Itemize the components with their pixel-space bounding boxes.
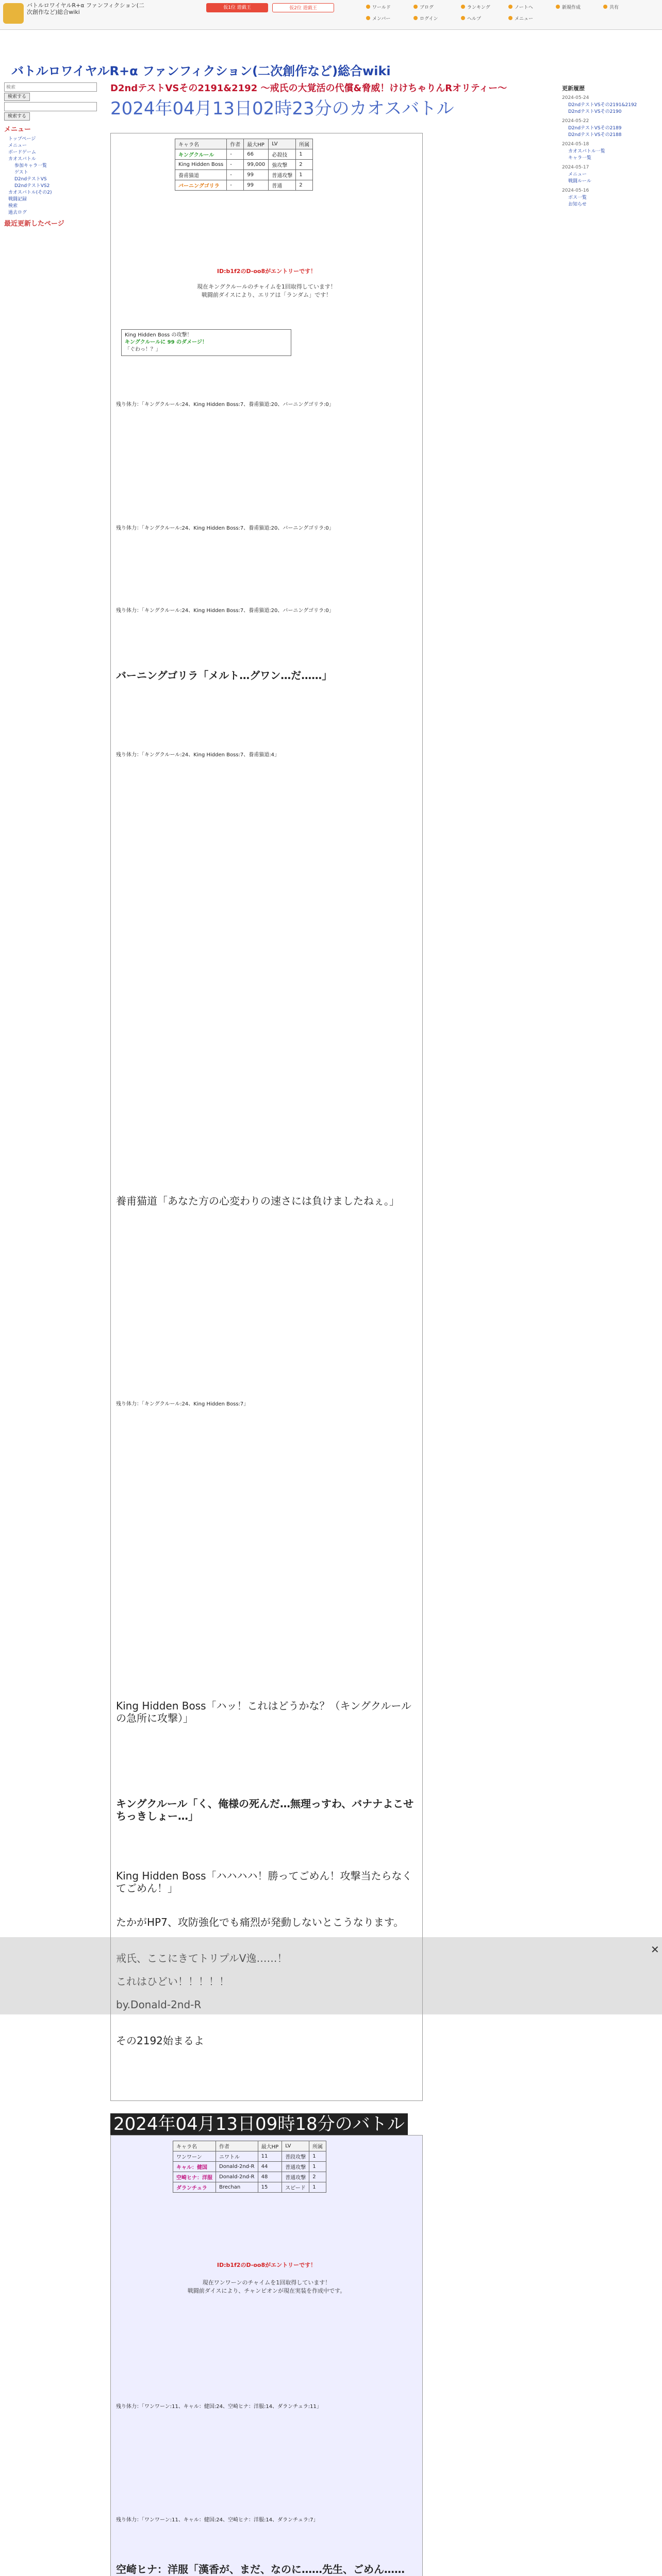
cell: 99: [244, 170, 269, 180]
hp-line: 残り体力：「キングクルール:24、King Hidden Boss:7」: [116, 1401, 249, 1407]
hp-line: 残り体力：「ワンワーン:11、キャル：健国:24、空崎ヒナ：洋服:14、ダランチュラ:7」: [116, 2517, 319, 2523]
cell: 1: [296, 170, 313, 180]
header-cell: 所属: [309, 2141, 326, 2151]
update-item[interactable]: 戦闘ルール: [568, 179, 591, 184]
cell: 11: [258, 2151, 282, 2162]
ranking-icon: [461, 5, 465, 9]
quote-king-k-rool: キングクルール「く、俺様の死んだ…無理っすわ、バナナよこせちっきしょー…」: [116, 1798, 414, 1822]
note-icon: [508, 5, 512, 9]
cell: 普通攻撃: [282, 2162, 309, 2172]
update-item[interactable]: カオスバトル一覧: [568, 149, 605, 154]
member-icon: [366, 16, 370, 20]
cell: キャル：健国: [173, 2162, 216, 2172]
table-row: [175, 149, 313, 160]
menu-item[interactable]: D2ndテストVS: [14, 177, 47, 182]
cell: 必殺技: [269, 149, 296, 160]
left-sidebar: [4, 82, 103, 230]
summary-line: これはひどい！！！！！: [116, 1975, 229, 1988]
table-row: [173, 2182, 326, 2193]
update-item[interactable]: D2ndテストVSその2191&2192: [568, 103, 637, 108]
ad-1[interactable]: 仮1位 遊戯王: [206, 3, 268, 12]
cell: 1: [309, 2182, 326, 2193]
blog-icon: [413, 5, 418, 9]
hp-line: 残り体力：「キングクルール:24、King Hidden Boss:7、養甫猫道:20、バーニングゴリラ:0」: [116, 526, 334, 531]
attack-line: キングクルールに 99 のダメージ！: [125, 340, 207, 345]
quote-khb-2: King Hidden Boss「ハハハハ！勝ってごめん！攻撃当たらなくてごめん！」: [116, 1870, 412, 1894]
menu-item[interactable]: カオスバトル(その2): [8, 190, 52, 195]
cell: 1: [296, 149, 313, 160]
header-cell: 作者: [227, 139, 244, 149]
table-header-row: [175, 139, 313, 149]
attack-line: 「ぐわっ！？」: [125, 347, 161, 352]
update-item[interactable]: メニュー: [568, 172, 587, 177]
nav-help[interactable]: ヘルプ: [460, 14, 503, 24]
update-item[interactable]: キャラ一覧: [568, 156, 592, 161]
table-row: [175, 170, 313, 180]
recent-title: 最近更新したページ: [4, 220, 64, 228]
menu-icon: [508, 16, 512, 20]
table-row: [173, 2172, 326, 2182]
hp-line: 残り体力：「キングクルール:24、King Hidden Boss:7、養甫猫道:20、バーニングゴリラ:0」: [116, 402, 334, 408]
battle1-title: 2024年04月13日02時23分のカオスバトル: [110, 98, 454, 119]
table-header-row: [173, 2141, 326, 2151]
system-line: ID:b1f2のD-oo8がエントリーです！: [217, 268, 317, 275]
cell: -: [227, 149, 244, 160]
cell: ワンワーン: [173, 2151, 216, 2162]
cell: 15: [258, 2182, 282, 2193]
nav-new[interactable]: 新規作成: [555, 3, 598, 13]
quote-burning-gorilla: バーニングゴリラ「メルト…グワン…だ……」: [116, 669, 333, 682]
summary-line: たかがHP7、攻防強化でも痛烈が発動しないとこうなります。: [116, 1916, 404, 1928]
ad-2[interactable]: 仮2位 遊戯王: [272, 3, 334, 12]
cell: 普段攻撃: [282, 2151, 309, 2162]
header-cell: 最大HP: [244, 139, 269, 149]
search-input-2[interactable]: [4, 102, 97, 111]
system-line: 戦闘前ダイスにより、チャンピオンが現在実装を作成中です。: [187, 2287, 346, 2294]
nav-note[interactable]: ノートへ: [507, 3, 551, 13]
new-icon: [556, 5, 560, 9]
quote-yoho: 養甫猫道「あなた方の心変わりの速さには負けましたねぇ。」: [116, 1195, 400, 1207]
cell: -: [227, 180, 244, 191]
update-date: 2024-05-22: [562, 118, 589, 124]
header-cell: LV: [269, 139, 296, 149]
wiki-title[interactable]: バトルロワイヤルR+α ファンフィクション(二次創作など)総合wiki: [11, 64, 391, 78]
battle2-table: [173, 2141, 326, 2193]
share-icon: [603, 5, 607, 9]
update-date: 2024-05-16: [562, 188, 589, 193]
attack-line: King Hidden Boss の攻撃！: [125, 332, 192, 338]
nav-menu[interactable]: メニュー: [507, 14, 551, 24]
attack-box: [121, 329, 291, 356]
right-head: 更新履歴: [562, 85, 585, 92]
quote-hina: 空崎ヒナ：洋服「漢香が、まだ、なのに……先生、ごめん……: [116, 2563, 405, 2575]
cell: キングクルール: [175, 149, 227, 160]
cell: Donald-2nd-R: [216, 2172, 258, 2182]
system-line: ID:b1f2のD-oo8がエントリーです！: [217, 2262, 317, 2268]
menu-item[interactable]: ボードゲーム: [8, 150, 36, 155]
header-cell: 作者: [216, 2141, 258, 2151]
cell: 2: [296, 180, 313, 191]
top-nav: [363, 2, 662, 25]
next-line: その2192始まるよ: [116, 2035, 204, 2047]
cell: -: [227, 170, 244, 180]
cell: 99,000: [244, 160, 269, 170]
cell: 1: [309, 2162, 326, 2172]
scroll-overlay: [0, 1937, 662, 2014]
cell: 44: [258, 2162, 282, 2172]
menu-item[interactable]: 検索: [8, 204, 18, 209]
cell: スピード: [282, 2182, 309, 2193]
menu-title: メニュー: [4, 126, 31, 133]
header-cell: LV: [282, 2141, 309, 2151]
menu-item[interactable]: ゲスト: [14, 170, 28, 175]
menu-item[interactable]: 過去ログ: [8, 210, 27, 215]
cell: Donald-2nd-R: [216, 2162, 258, 2172]
battle1-panel: [110, 133, 423, 2101]
hp-line: 残り体力：「キングクルール:24、King Hidden Boss:7、養甫猫道:20、バーニングゴリラ:0」: [116, 608, 334, 614]
update-item[interactable]: ボス一覧: [568, 195, 587, 200]
menu-item[interactable]: トップページ: [8, 137, 36, 142]
battle2-title: 2024年04月13日09時18分のバトル: [110, 2113, 408, 2135]
quote-khb: King Hidden Boss「ハッ！これはどうかな？（キングクルールの急所に攻撃）」: [116, 1700, 411, 1724]
nav-share[interactable]: 共有: [602, 3, 646, 13]
top-ad: [204, 2, 338, 23]
site-logo[interactable]: [3, 3, 24, 24]
cell: 1: [309, 2151, 326, 2162]
cell: 普通攻撃: [269, 170, 296, 180]
page-heading: D2ndテストVSその2191&2192 〜戒氏の大覚活の代償&脅威！けけちゃりんRオリティー〜: [110, 83, 507, 94]
menu-item[interactable]: 参加キャラ一覧: [14, 163, 47, 168]
cell: ダランチュラ: [173, 2182, 216, 2193]
help-icon: [461, 16, 465, 20]
wiki-title-bar: [0, 30, 662, 78]
nav-blog[interactable]: ブログ: [412, 3, 456, 13]
cell: ニワトル: [216, 2151, 258, 2162]
table-row: [173, 2151, 326, 2162]
cell: -: [227, 160, 244, 170]
search-input[interactable]: [4, 82, 97, 92]
battle1-table: [175, 139, 313, 191]
update-item[interactable]: D2ndテストVSその2189: [568, 126, 622, 131]
topbar: [0, 0, 662, 30]
cell: 99: [244, 180, 269, 191]
header-cell: 所属: [296, 139, 313, 149]
hp-line: 残り体力：「キングクルール:24、King Hidden Boss:7、養甫猫道:4」: [116, 752, 280, 758]
hp-line: 残り体力：「ワンワーン:11、キャル：健国:24、空崎ヒナ：洋服:14、ダランチュラ:11」: [116, 2404, 322, 2410]
site-title[interactable]: バトルロワイヤルR+α ファンフィクション(二次創作など)総合wiki: [27, 2, 144, 15]
update-item[interactable]: D2ndテストVSその2188: [568, 132, 622, 138]
battle2-panel: [110, 2135, 423, 2576]
cell: 普通攻撃: [282, 2172, 309, 2182]
header-cell: 最大HP: [258, 2141, 282, 2151]
nav-member[interactable]: メンバー: [365, 14, 408, 24]
world-icon: [366, 5, 370, 9]
nav-ranking[interactable]: ランキング: [460, 3, 503, 13]
summary-line: 戒氏、ここにきてトリプルV逸……！: [116, 1952, 288, 1964]
close-icon[interactable]: ✕: [651, 1943, 659, 1956]
menu-item[interactable]: 戦闘記録: [8, 197, 27, 202]
cell: 66: [244, 149, 269, 160]
table-row: [173, 2162, 326, 2172]
author-line: by.Donald-2nd-R: [116, 1998, 202, 2011]
cell: 空崎ヒナ：洋服: [173, 2172, 216, 2182]
cell: 2: [309, 2172, 326, 2182]
table-row: [175, 180, 313, 191]
cell: 養甫猫道: [175, 170, 227, 180]
cell: 強攻撃: [269, 160, 296, 170]
cell: King Hidden Boss: [175, 160, 227, 170]
main-content: [110, 82, 552, 2575]
right-sidebar: [562, 82, 659, 208]
system-line: 現在ワンワーンのチャイムを1回取得しています！: [202, 2279, 331, 2286]
header-cell: キャラ名: [175, 139, 227, 149]
update-date: 2024-05-18: [562, 142, 589, 147]
update-date: 2024-05-17: [562, 165, 589, 170]
cell: バーニングゴリラ: [175, 180, 227, 191]
cell: Brechan: [216, 2182, 258, 2193]
cell: 普通: [269, 180, 296, 191]
table-row: [175, 160, 313, 170]
search-button[interactable]: 検索する: [4, 93, 30, 101]
header-cell: キャラ名: [173, 2141, 216, 2151]
nav-world[interactable]: ワールド: [365, 3, 408, 13]
login-icon: [413, 16, 418, 20]
cell: 48: [258, 2172, 282, 2182]
nav-login[interactable]: ログイン: [412, 14, 456, 24]
menu-item[interactable]: D2ndテストVS2: [14, 183, 50, 189]
menu-item[interactable]: カオスバトル: [8, 157, 36, 162]
system-line: 戦闘前ダイスにより、エリアは「ランダム」です！: [201, 292, 332, 298]
update-item[interactable]: お知らせ: [568, 202, 587, 207]
cell: 2: [296, 160, 313, 170]
system-line: 現在キングクルールのチャイムを1回取得しています！: [197, 283, 336, 290]
search-button-2[interactable]: 検索する: [4, 112, 30, 121]
update-date: 2024-05-24: [562, 95, 589, 100]
menu-item[interactable]: メニュー: [8, 143, 27, 148]
update-item[interactable]: D2ndテストVSその2190: [568, 109, 622, 114]
